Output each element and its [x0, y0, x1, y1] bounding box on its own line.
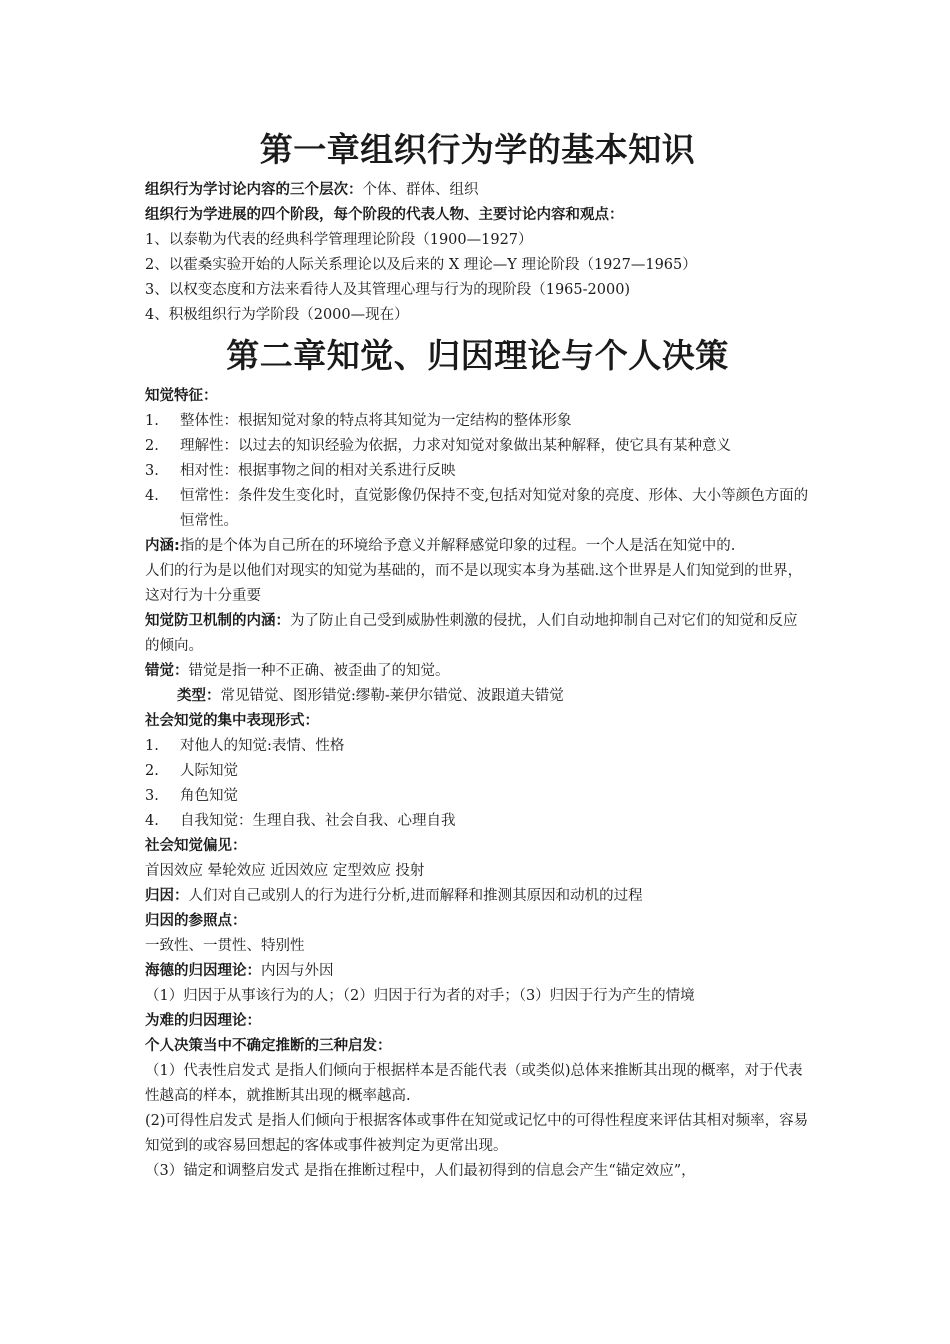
bias-heading: 社会知觉偏见：	[145, 838, 247, 854]
types-paragraph	[145, 684, 810, 709]
attribution-paragraph	[145, 884, 810, 909]
heider-text: 内因与外因	[261, 963, 334, 979]
heider-paragraph	[145, 959, 810, 984]
feature-item	[145, 434, 810, 459]
stage-item: 4、积极组织行为学阶段（2000—现在）	[145, 307, 409, 323]
heider-detail: （1）归因于从事该行为的人；（2）归因于行为者的对手；（3）归因于行为产生的情境	[145, 988, 695, 1004]
reference-heading: 归因的参照点：	[145, 913, 247, 929]
defense-paragraph	[145, 609, 810, 659]
illusion-label: 错觉：	[145, 663, 189, 679]
types-text: 常见错觉、图形错觉:缪勒-莱伊尔错觉、波跟道夫错觉	[220, 688, 564, 704]
heuristic-anchoring: （3）锚定和调整启发式 是指在推断过程中，人们最初得到的信息会产生“锚定效应”，	[145, 1163, 696, 1179]
social-item	[145, 784, 810, 809]
social-text: 人际知觉	[180, 763, 238, 779]
feature-number: 1.	[145, 413, 159, 429]
social-number: 2.	[145, 763, 159, 779]
social-number: 4.	[145, 813, 159, 829]
levels-label: 组织行为学讨论内容的三个层次：	[145, 182, 363, 198]
feature-item	[145, 409, 810, 434]
defense-label: 知觉防卫机制的内涵：	[145, 613, 290, 629]
attribution-label: 归因：	[145, 888, 189, 904]
heuristic-availability: (2)可得性启发式 是指人们倾向于根据客体或事件在知觉或记忆中的可得性程度来评估其相对频率，容易知觉到的或容易回想起的客体或事件被判定为更常出现。	[145, 1113, 809, 1154]
social-item	[145, 809, 810, 834]
connotation-text: 指的是个体为自己所在的环境给予意义并解释感觉印象的过程。一个人是活在知觉中的.	[179, 538, 736, 554]
chapter1-title: 第一章组织行为学的基本知识	[259, 130, 696, 169]
connotation-label: 内涵:	[145, 538, 180, 554]
heuristic-representative: （1）代表性启发式 是指人们倾向于根据样本是否能代表（或类似)总体来推断其出现的概率，对于代表性越高的样本，就推断其出现的概率越高.	[145, 1063, 803, 1104]
document-page	[145, 122, 810, 1184]
social-text: 角色知觉	[180, 788, 238, 804]
types-label: 类型：	[177, 688, 221, 704]
feature-number: 4.	[145, 488, 159, 504]
stages-heading: 组织行为学进展的四个阶段，每个阶段的代表人物、主要讨论内容和观点：	[145, 207, 624, 223]
attribution-text: 人们对自己或别人的行为进行分析,进而解释和推测其原因和动机的过程	[188, 888, 643, 904]
feature-text: 整体性：根据知觉对象的特点将其知觉为一定结构的整体形象	[180, 413, 572, 429]
social-heading: 社会知觉的集中表现形式：	[145, 713, 319, 729]
connotation-paragraph	[145, 534, 810, 559]
hard-attribution-heading: 为难的归因理论：	[145, 1013, 261, 1029]
illusion-paragraph	[145, 659, 810, 684]
behavior-paragraph: 人们的行为是以他们对现实的知觉为基础的，而不是以现实本身为基础.这个世界是人们知觉到的世界，这对行为十分重要	[145, 563, 803, 604]
illusion-text: 错觉是指一种不正确、被歪曲了的知觉。	[188, 663, 450, 679]
stage-item: 3、以权变态度和方法来看待人及其管理心理与行为的现阶段（1965-2000)	[145, 282, 631, 298]
chapter2-title: 第二章知觉、归因理论与个人决策	[226, 336, 729, 375]
social-item	[145, 734, 810, 759]
levels-line	[145, 178, 810, 203]
feature-item	[145, 459, 810, 484]
feature-number: 2.	[145, 438, 159, 454]
bias-text: 首因效应 晕轮效应 近因效应 定型效应 投射	[145, 863, 425, 879]
levels-text: 个体、群体、组织	[362, 182, 479, 198]
feature-number: 3.	[145, 463, 159, 479]
feature-text: 恒常性：条件发生变化时，直觉影像仍保持不变,包括对知觉对象的亮度、形体、大小等颜色方面的恒常性。	[180, 488, 809, 529]
heider-label: 海德的归因理论：	[145, 963, 261, 979]
heuristics-heading: 个人决策当中不确定推断的三种启发：	[145, 1038, 392, 1054]
feature-text: 理解性：以过去的知识经验为依据，力求对知觉对象做出某种解释，使它具有某种意义	[180, 438, 731, 454]
social-item	[145, 759, 810, 784]
social-number: 3.	[145, 788, 159, 804]
feature-item	[145, 484, 810, 534]
stage-item: 1、以泰勒为代表的经典科学管理理论阶段（1900—1927）	[145, 232, 533, 248]
feature-text: 相对性：根据事物之间的相对关系进行反映	[180, 463, 456, 479]
features-heading: 知觉特征：	[145, 388, 218, 404]
social-number: 1.	[145, 738, 159, 754]
stage-item: 2、以霍桑实验开始的人际关系理论以及后来的 X 理论—Y 理论阶段（1927—1965）	[145, 257, 697, 273]
social-text: 自我知觉：生理自我、社会自我、心理自我	[180, 813, 456, 829]
social-text: 对他人的知觉:表情、性格	[180, 738, 345, 754]
reference-text: 一致性、一贯性、特别性	[145, 938, 305, 954]
defense-text: 为了防止自己受到威胁性刺激的侵扰，人们自动地抑制自己对它们的知觉和反应的倾向。	[145, 613, 798, 654]
